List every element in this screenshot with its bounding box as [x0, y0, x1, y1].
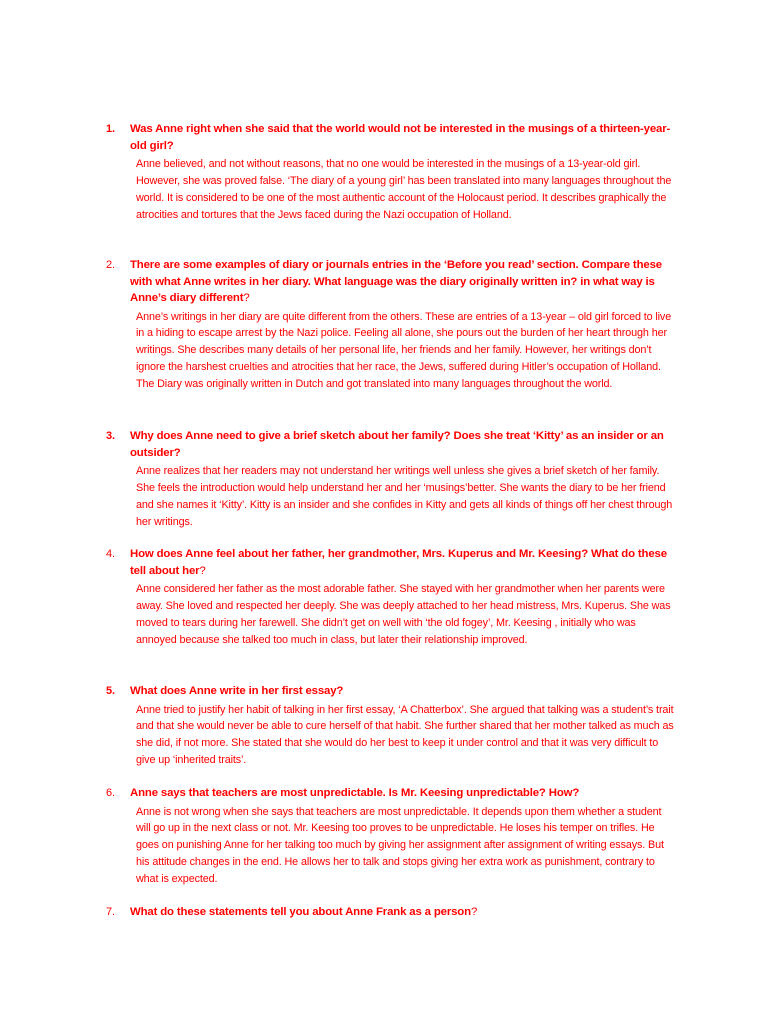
question-7: [106, 904, 676, 921]
qa-block-7: [106, 904, 676, 921]
question-tail: ?: [199, 564, 206, 577]
qa-block-4: [106, 546, 676, 649]
question-2: [106, 257, 676, 307]
question-number: 7.: [106, 906, 115, 918]
question-3: [106, 428, 676, 461]
qa-block-6: [106, 785, 676, 888]
qa-block-2: [106, 257, 676, 393]
question-text: How does Anne feel about her father, her grandmother, Mrs. Kuperus and Mr. Keesing? What do these tell about her: [130, 548, 667, 577]
answer-4: Anne considered her father as the most adorable father. She stayed with her grandmother when her parents were away. She loved and respected her deeply. She was deeply attached to her head mistress, Mrs. Kuperus. She was moved to tears during her farewell. She didn’t get on well with ‘the old fogey’, Mr. Keesing , initially who was annoyed because she talked too much in class, but later their relationship improved.: [136, 583, 671, 646]
question-5: [106, 683, 676, 700]
answer-5: Anne tried to justify her habit of talking in her first essay, ‘A Chatterbox’. She argued that talking was a student’s trait and that she would never be able to cure herself of that habit. She further shared that her mother talked as much as she did, if not more. She stated that she would do her best to keep it under control and that it was very difficult to give up ‘inherited traits’.: [136, 703, 674, 767]
qa-block-3: [106, 428, 676, 531]
question-text: What do these statements tell you about Anne Frank as a person: [130, 906, 471, 918]
question-number: 4.: [106, 548, 115, 560]
answer-6: Anne is not wrong when she says that teachers are most unpredictable. It depends upon them whether a student will go up in the next class or not. Mr. Keesing too proves to be unpredictable. He loses his temper on trifles. He goes on punishing Anne for her talking too much by giving her assignment after assignment of writing essays. But his attitude changes in the end. He allows her to talk and stops giving her extra work as punishment, contrary to what is expected.: [136, 805, 664, 886]
answer-3: Anne realizes that her readers may not understand her writings well unless she gives a brief sketch of her family. She feels the introduction would help understand her and her ‘musings’better. She wants the diary to be her friend and she names it ‘Kitty’. Kitty is an insider and she confides in Kitty and gets all kinds of things off her chest through her writings.: [136, 465, 673, 528]
question-number: 5.: [106, 685, 115, 697]
question-4: [106, 546, 676, 579]
question-text: Why does Anne need to give a brief sketch about her family? Does she treat ‘Kitty’ as an insider or an outsider?: [130, 430, 664, 459]
question-text: What does Anne write in her first essay?: [130, 685, 344, 697]
question-number: 3.: [106, 430, 115, 442]
answer-1: Anne believed, and not without reasons, that no one would be interested in the musings of a 13-year-old girl. However, she was proved false. ‘The diary of a young girl’ has been translated into many languages throughout the world. It is considered to be one of the most authentic account of the Holocaust period. It describes graphically the atrocities and tortures that the Jews faced during the Nazi occupation of Holland.: [136, 158, 672, 221]
question-text: There are some examples of diary or journals entries in the ‘Before you read’ section. Compare these with what Anne writes in her diary. What language was the diary originally written in? in what way is Anne’s diary different: [130, 259, 662, 304]
qa-block-1: [106, 121, 676, 224]
question-tail: ?: [470, 906, 478, 918]
question-number: 2.: [106, 259, 115, 271]
question-number: 6.: [106, 787, 115, 799]
qa-block-5: [106, 683, 676, 769]
answer-2: Anne’s writings in her diary are quite different from the others. These are entries of a 13-year – old girl forced to live in a hiding to escape arrest by the Nazi police. Feeling all alone, she pours out the burden of her heart through her writings. She describes many details of her personal life, her friends and her family. However, her writings don’t ignore the harshest cruelties and atrocities that her race, the Jews, suffered during Hitler’s occupation of Holland. The Diary was originally written in Dutch and got translated into many languages throughout the world.: [136, 310, 672, 391]
question-1: [106, 121, 676, 154]
question-text: Was Anne right when she said that the world would not be interested in the musings of a thirteen-year-old girl?: [130, 123, 671, 152]
question-6: [106, 785, 676, 802]
question-text: Anne says that teachers are most unpredictable. Is Mr. Keesing unpredictable? How?: [130, 787, 580, 799]
question-number: 1.: [106, 123, 115, 135]
question-tail: ?: [243, 292, 250, 304]
